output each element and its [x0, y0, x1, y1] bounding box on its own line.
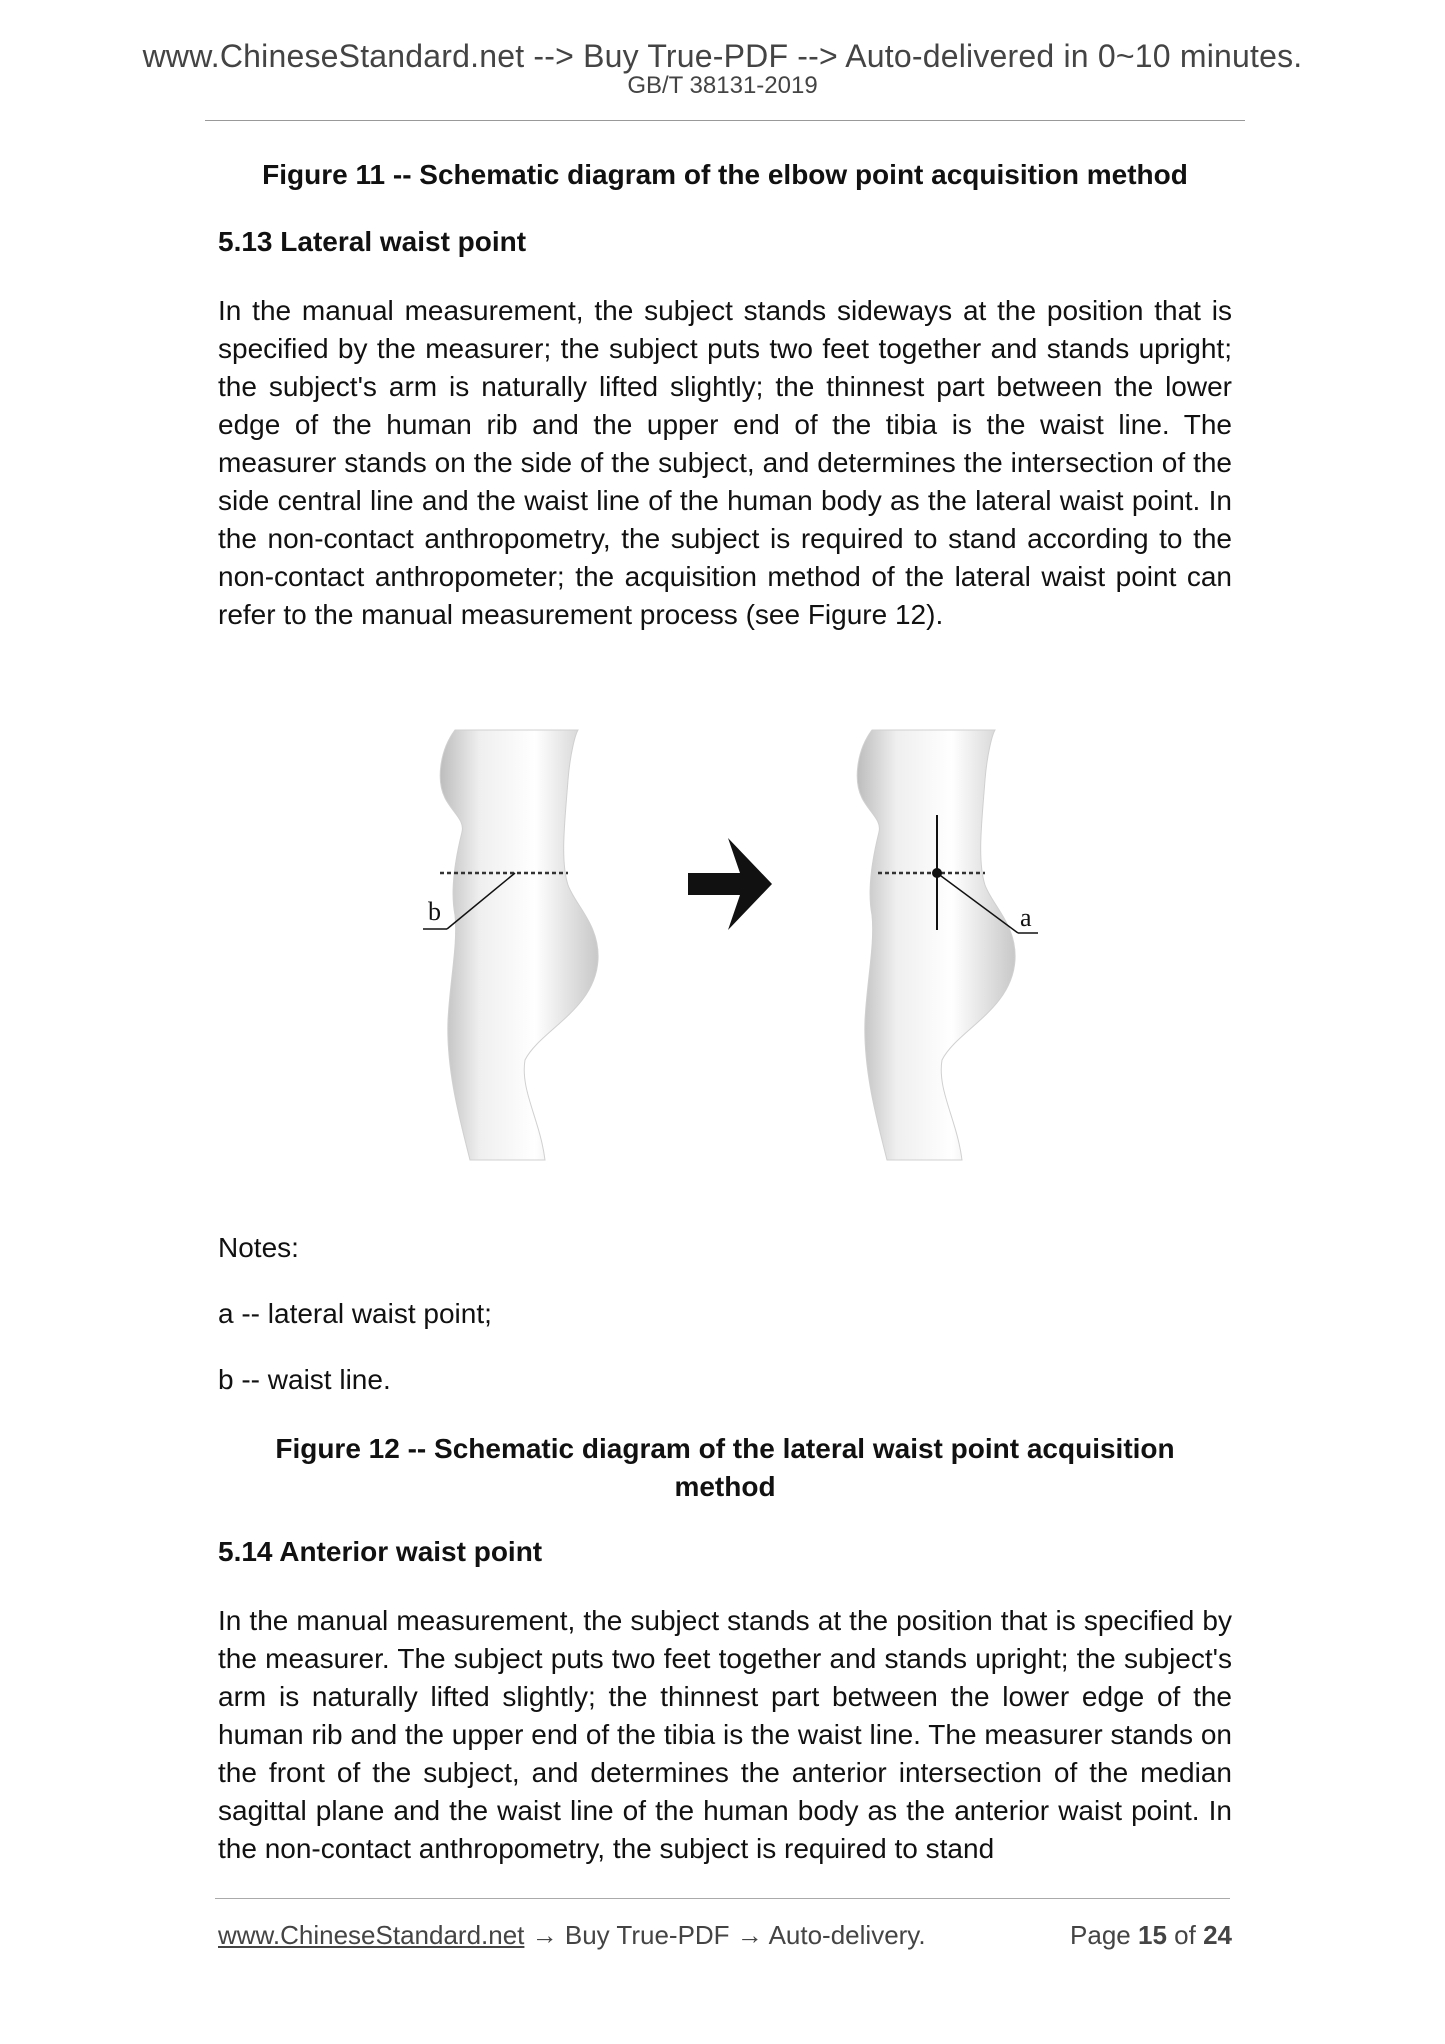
footer-divider: [215, 1898, 1230, 1899]
note-a: a -- lateral waist point;: [218, 1298, 492, 1329]
page-total: 24: [1203, 1920, 1232, 1950]
right-body-silhouette: [857, 730, 1015, 1160]
page-footer: [218, 1920, 1232, 1951]
note-b: b -- waist line.: [218, 1364, 391, 1395]
figure12-illustration: [0, 720, 1445, 1200]
notes-title: Notes:: [218, 1232, 299, 1263]
page-indicator: [1070, 1920, 1232, 1951]
standard-number: GB/T 38131-2019: [627, 72, 818, 99]
section-514-paragraph: In the manual measurement, the subject stands at the position that is specified by the measurer. The subject puts two feet together and stands upright; the subject's arm is naturally lifted slightly; the thinnest part between the lower edge of the human rib and the upper end of the tibia is the waist line. The measurer stands on the front of the subject, and determines the anterior intersection of the median sagittal plane and the waist line of the human body as the anterior waist point. In the non-contact anthropometry, the subject is required to stand: [218, 1605, 1232, 1864]
figure12-caption-line2: method: [674, 1471, 776, 1502]
figure11-caption: Figure 11 -- Schematic diagram of the elbow point acquisition method: [262, 159, 1188, 190]
label-b: b: [428, 897, 441, 926]
arrow-icon: [688, 838, 772, 930]
section-513-heading: 5.13 Lateral waist point: [218, 226, 527, 257]
section-514-heading: 5.14 Anterior waist point: [218, 1536, 543, 1567]
of-word: of: [1174, 1920, 1196, 1950]
footer-text: → Buy True-PDF → Auto-delivery.: [524, 1920, 926, 1950]
page-word: Page: [1070, 1920, 1131, 1950]
section-513-paragraph: In the manual measurement, the subject stands sideways at the position that is specified by the measurer; the subject puts two feet together and stands upright; the subject's arm is naturally lifted slightly; the thinnest part between the lower edge of the human rib and the upper end of the tibia is the waist line. The measurer stands on the side of the subject, and determines the intersection of the side central line and the waist line of the human body as the lateral waist point. In the non-contact anthropometry, the subject is required to stand according to the non-contact anthropometer; the acquisition method of the lateral waist point can refer to the manual measurement process (see Figure 12).: [218, 295, 1232, 630]
top-banner: www.ChineseStandard.net --> Buy True-PDF --> Auto-delivered in 0~10 minutes.: [142, 38, 1303, 74]
page-number: 15: [1138, 1920, 1167, 1950]
header-divider: [205, 120, 1245, 121]
left-body-silhouette: [440, 730, 598, 1160]
footer-link[interactable]: www.ChineseStandard.net: [218, 1920, 525, 1950]
figure12-caption-line1: Figure 12 -- Schematic diagram of the lateral waist point acquisition: [275, 1433, 1175, 1464]
label-a: a: [1020, 903, 1032, 932]
